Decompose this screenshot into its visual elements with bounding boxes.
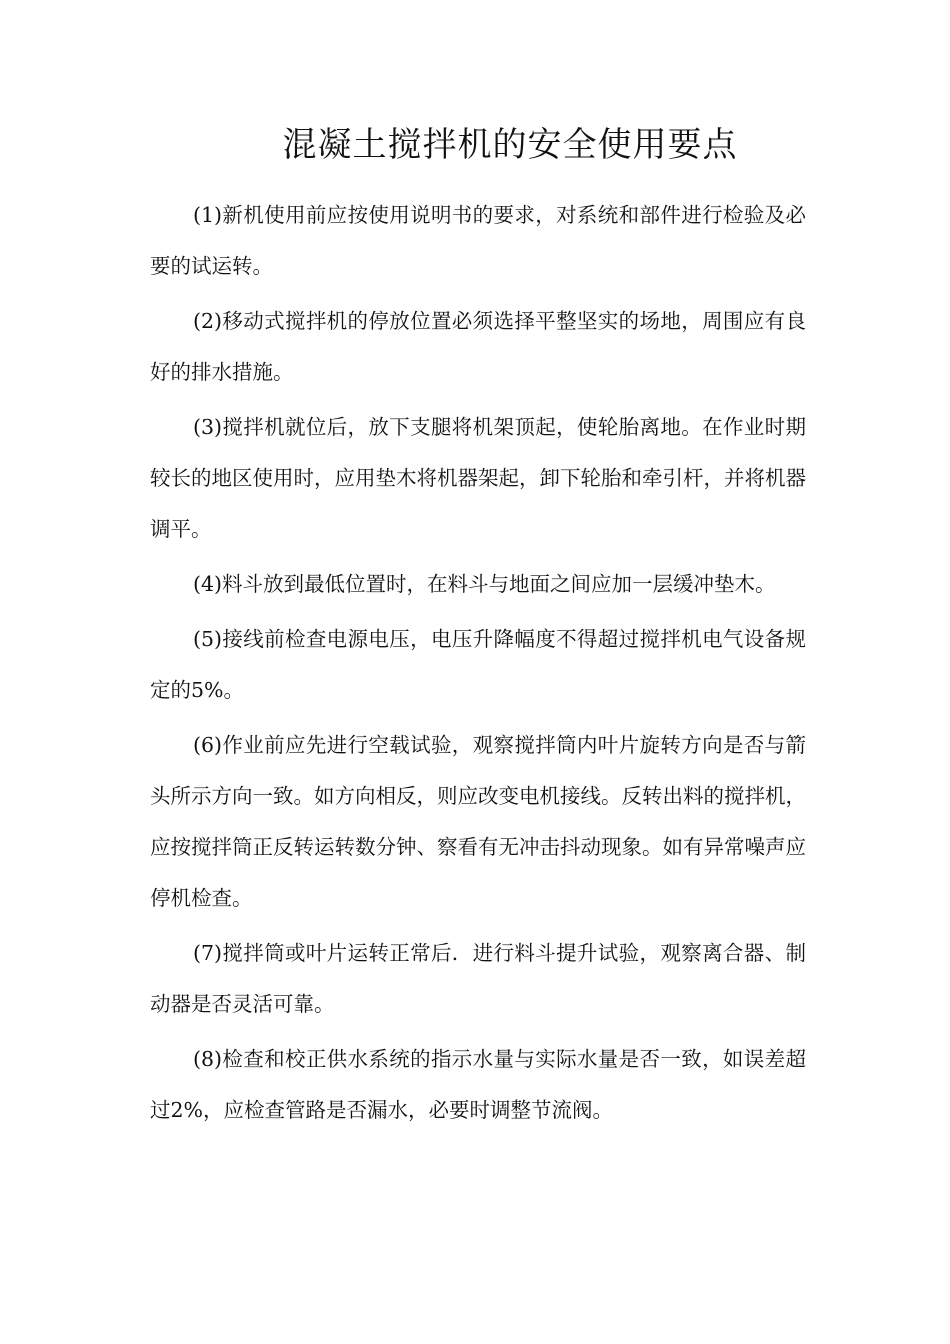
paragraph-6: (6)作业前应先进行空载试验，观察搅拌筒内叶片旋转方向是否与箭头所示方向一致。如方向相反，则应改变电机接线。反转出料的搅拌机，应按搅拌筒正反转运转数分钟、察看有无冲击抖动现象。如有异常噪声应停机检查。 bbox=[150, 733, 806, 910]
paragraph-5: (5)接线前检查电源电压，电压升降幅度不得超过搅拌机电气设备规定的5%。 bbox=[150, 627, 806, 702]
document-title: 混凝土搅拌机的安全使用要点 bbox=[282, 125, 738, 165]
paragraph-8: (8)检查和校正供水系统的指示水量与实际水量是否一致，如误差超过2%，应检查管路是否漏水，必要时调整节流阀。 bbox=[150, 1047, 806, 1122]
paragraph-3: (3)搅拌机就位后，放下支腿将机架顶起，使轮胎离地。在作业时期较长的地区使用时，应用垫木将机器架起，卸下轮胎和牵引杆，并将机器调平。 bbox=[150, 415, 806, 541]
paragraph-1: (1)新机使用前应按使用说明书的要求，对系统和部件进行检验及必要的试运转。 bbox=[150, 203, 806, 278]
paragraph-4: (4)料斗放到最低位置时，在料斗与地面之间应加一层缓冲垫木。 bbox=[193, 572, 776, 596]
paragraph-2: (2)移动式搅拌机的停放位置必须选择平整坚实的场地，周围应有良好的排水措施。 bbox=[150, 309, 806, 384]
document-body bbox=[150, 190, 806, 1140]
paragraph-7: (7)搅拌筒或叶片运转正常后．进行料斗提升试验，观察离合器、制动器是否灵活可靠。 bbox=[150, 941, 806, 1016]
